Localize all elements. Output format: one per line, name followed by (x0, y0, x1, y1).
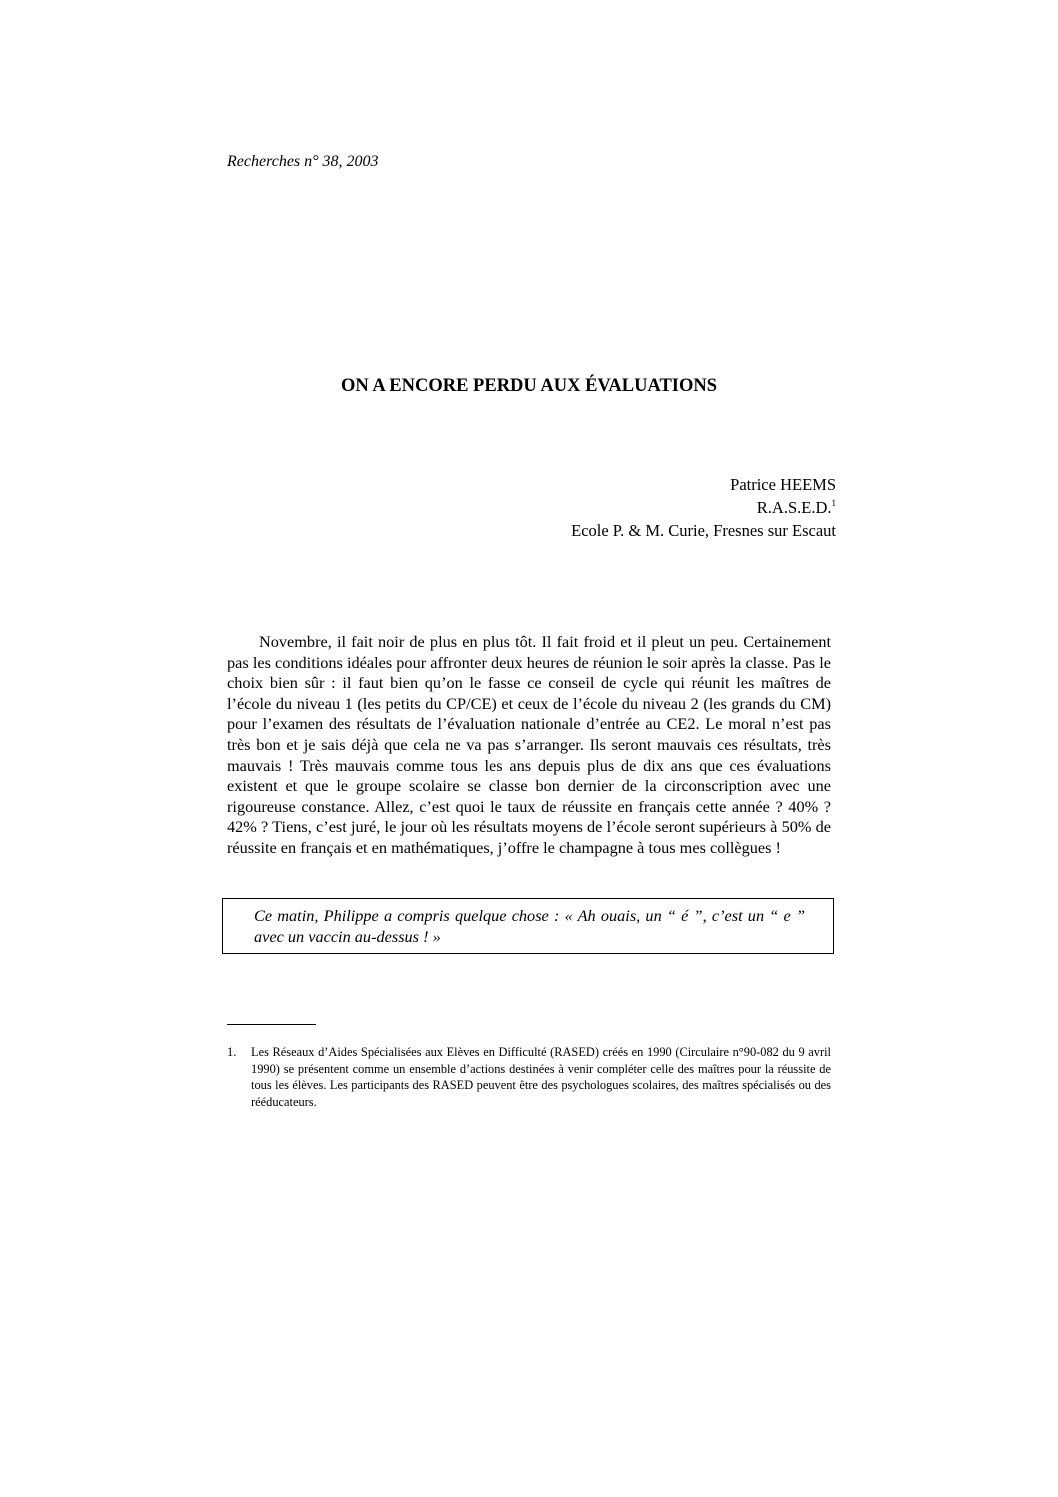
author-block (571, 473, 836, 542)
footnote-number: 1. (227, 1045, 237, 1059)
quote-text: Ce matin, Philippe a compris quelque chose : « Ah ouais, un “ é ”, c’est un “ e ” avec un vaccin au-dessus ! » (254, 906, 805, 946)
footnote-text: Les Réseaux d’Aides Spécialisées aux Elèves en Difficulté (RASED) créés en 1990 (Circulaire n°90-082 du 9 avril 1990) se présentent comme un ensemble d’actions destinées à venir compléter celle des maîtres pour la réussite de tous les élèves. Les participants des RASED peuvent être des psychologues scolaires, des maîtres spécialisés ou des rééducateurs. (251, 1045, 831, 1109)
article-title: ON A ENCORE PERDU AUX ÉVALUATIONS (340, 376, 718, 396)
author-affiliation: R.A.S.E.D. (756, 498, 832, 517)
running-head: Recherches n° 38, 2003 (227, 153, 379, 170)
author-affiliation-line (571, 496, 836, 519)
body-paragraph: Novembre, il fait noir de plus en plus tôt. Il fait froid et il pleut un peu. Certainement pas les conditions idéales pour affronter deux heures de réunion le soir après la classe. Pas le choix bien sûr : il faut bien qu’on le fasse ce conseil de cycle qui réunit les maîtres de l’école du niveau 1 (les petits du CP/CE) et ceux de l’école du niveau 2 (les grands du CM) pour l’examen des résultats de l’évaluation nationale d’entrée au CE2. Le moral n’est pas très bon et je sais déjà que cela ne va pas s’arranger. Ils seront mauvais ces résultats, très mauvais ! Très mauvais comme tous les ans depuis plus de dix ans que ces évaluations existent et que le groupe scolaire se classe bon dernier de la circonscription avec une rigoureuse constance. Allez, c’est quoi le taux de réussite en français cette année ? 40% ? 42% ? Tiens, c’est juré, le jour où les résultats moyens de l’école seront supérieurs à 50% de réussite en français et en mathématiques, j’offre le champagne à tous mes collègues ! (227, 632, 831, 857)
quote-box (222, 898, 834, 954)
footnote-separator (227, 1024, 316, 1025)
author-name: Patrice HEEMS (730, 475, 836, 494)
author-school: Ecole P. & M. Curie, Fresnes sur Escaut (571, 521, 836, 540)
footnote (227, 1044, 831, 1110)
footnote-marker: 1 (831, 498, 836, 508)
